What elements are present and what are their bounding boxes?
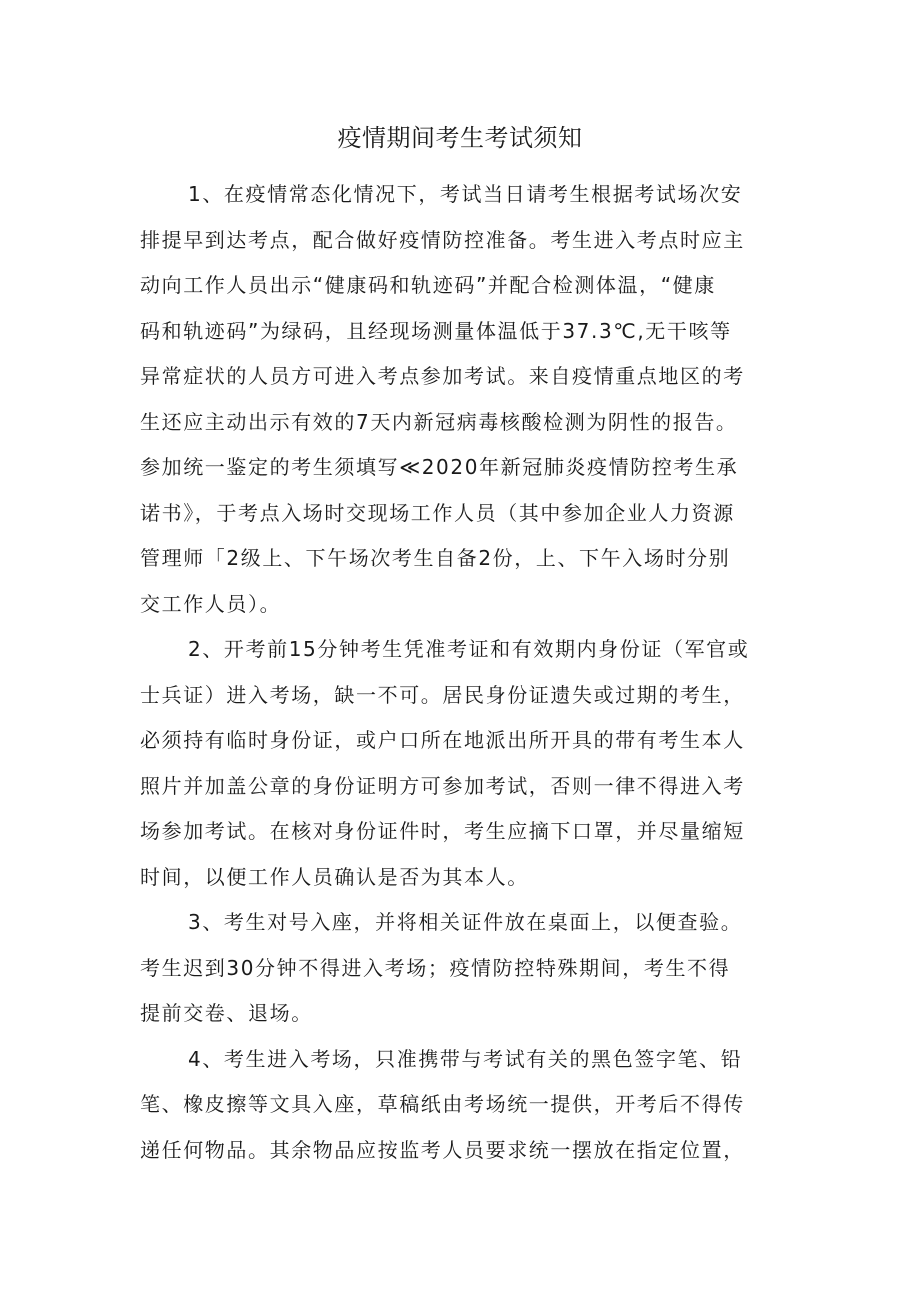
text-line: 2、开考前15分钟考生凭准考证和有效期内身份证（军官或 bbox=[188, 637, 750, 661]
text-line: 照片并加盖公章的身份证明方可参加考试，否则一律不得进入考 bbox=[140, 773, 745, 798]
paragraph-3 bbox=[140, 900, 790, 1037]
text-line: 生还应主动出示有效的7天内新冠病毒核酸检测为阴性的报告。 bbox=[140, 409, 738, 434]
text-line: 交工作人员）。 bbox=[140, 591, 282, 616]
text-line: 管理师「2级上、下午场次考生自备2份，上、下午入场时分别 bbox=[140, 546, 731, 570]
text-line: 士兵证）进入考场，缺一不可。居民身份证遗失或过期的考生， bbox=[140, 682, 745, 707]
paragraph-2 bbox=[140, 627, 790, 900]
text-line: 异常症状的人员方可进入考点参加考试。来自疫情重点地区的考 bbox=[140, 364, 745, 388]
text-line: 考生迟到30分钟不得进入考场；疫情防控特殊期间，考生不得 bbox=[140, 955, 731, 980]
text-line: 1、在疫情常态化情况下，考试当日请考生根据考试场次安 bbox=[188, 182, 743, 206]
text-line: 4、考生进入考场，只准携带与考试有关的黑色签字笔、铅 bbox=[188, 1046, 743, 1071]
paragraph-4 bbox=[140, 1037, 790, 1174]
text-line: 码和轨迹码”为绿码，且经现场测量体温低于37.3℃,无干咳等 bbox=[140, 318, 732, 343]
text-line: 提前交卷、退场。 bbox=[140, 1001, 313, 1025]
text-line: 参加统一鉴定的考生须填写≪2020年新冠肺炎疫情防控考生承 bbox=[140, 455, 739, 479]
text-line: 诺书》，于考点入场时交现场工作人员（其中参加企业人力资源 bbox=[140, 500, 735, 525]
paragraph-1 bbox=[140, 172, 790, 627]
text-line: 3、考生对号入座，并将相关证件放在桌面上，以便查验。 bbox=[188, 910, 743, 934]
text-line: 必须持有临时身份证，或户口所在地派出所开具的带有考生本人 bbox=[140, 728, 745, 752]
document-body bbox=[140, 172, 790, 1173]
text-line: 场参加考试。在核对身份证件时，考生应摘下口罩，并尽量缩短 bbox=[140, 819, 745, 843]
text-line: 笔、橡皮擦等文具入座，草稿纸由考场统一提供，开考后不得传 bbox=[140, 1092, 745, 1116]
text-line: 时间，以便工作人员确认是否为其本人。 bbox=[140, 864, 529, 889]
text-line: 排提早到达考点，配合做好疫情防控准备。考生进入考点时应主 bbox=[140, 227, 745, 252]
page-title: 疫情期间考生考试须知 bbox=[337, 124, 583, 152]
text-line: 动向工作人员出示“健康码和轨迹码”并配合检测体温，“健康 bbox=[140, 273, 716, 297]
text-line: 递任何物品。其余物品应按监考人员要求统一摆放在指定位置， bbox=[140, 1137, 745, 1162]
